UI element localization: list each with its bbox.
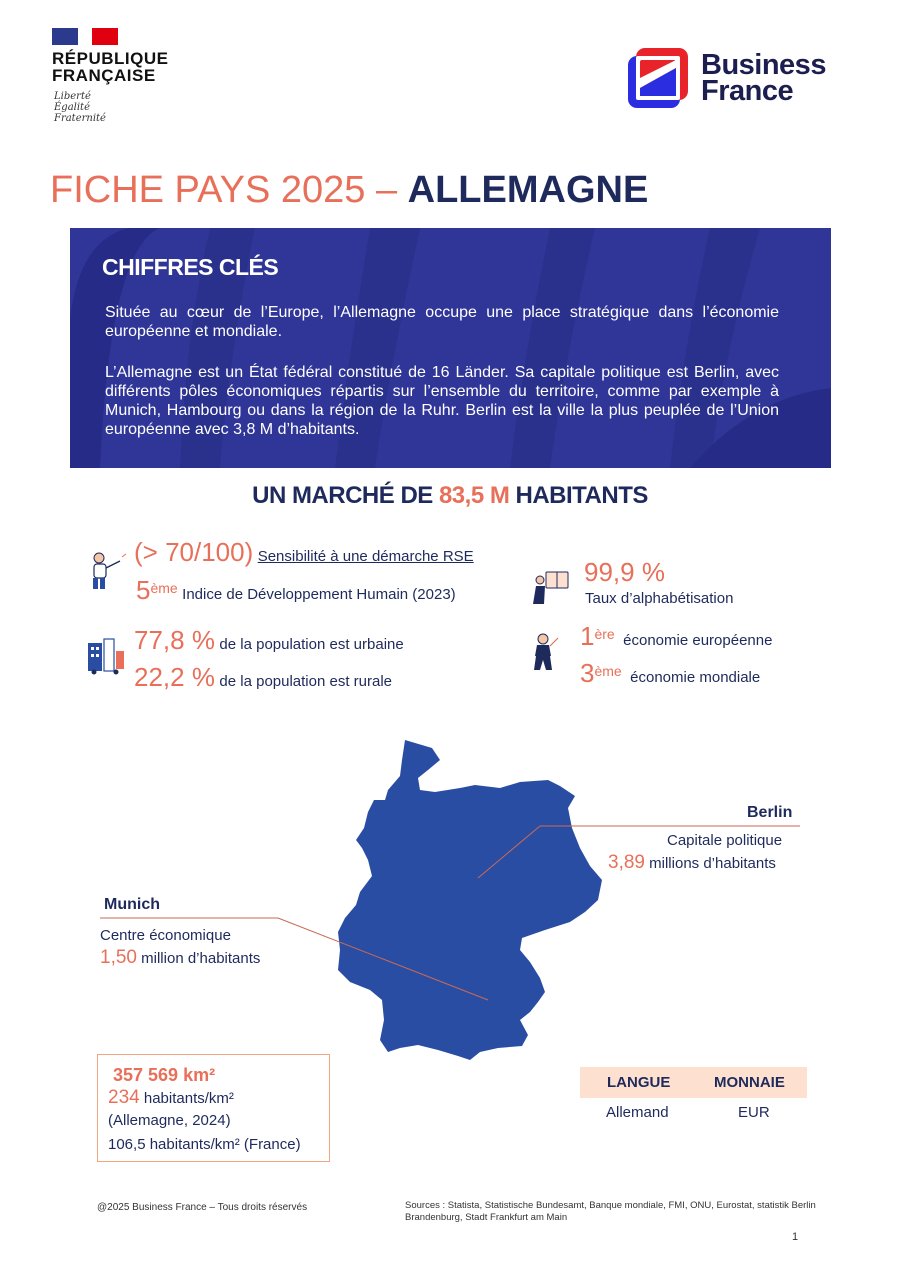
eu-rank: 1 bbox=[580, 621, 595, 651]
title-prefix: FICHE PAYS 2025 – bbox=[50, 169, 408, 211]
munich-role: Centre économique bbox=[100, 927, 231, 944]
key-figures-paragraph-2: L’Allemagne est un État fédéral constitué de 16 Länder. Sa capitale politique est Berlin, avec différents pôles économiques répartis sur l’ensemble du territoire, comme par exemple à Munich, Hambourg ou dans la région de la Ruhr. Berlin est la ville la plus peuplée de l’Union européenne avec 3,8 M d’habitants. bbox=[105, 364, 779, 438]
currency-header: MONNAIE bbox=[714, 1074, 785, 1091]
page-number: 1 bbox=[792, 1231, 799, 1243]
urban-label: de la population est urbaine bbox=[219, 636, 404, 653]
hdi-suffix: ème bbox=[150, 580, 178, 596]
market-before: UN MARCHÉ DE bbox=[252, 482, 439, 509]
munich-population-label: million d’habitants bbox=[136, 950, 261, 967]
munich-name: Munich bbox=[104, 896, 160, 913]
rse-value: (> 70/100) bbox=[134, 537, 254, 567]
market-after: HABITANTS bbox=[509, 482, 648, 509]
berlin-name: Berlin bbox=[747, 804, 793, 821]
eu-label: économie européenne bbox=[623, 632, 773, 649]
sources: Sources : Statista, Statistische Bundesamt, Banque mondiale, FMI, ONU, Eurostat, statistik Berlin Brandenburg, Stadt Frankfurt am Main bbox=[405, 1200, 816, 1223]
density-value: 234 bbox=[108, 1087, 140, 1108]
world-suffix: ème bbox=[594, 663, 622, 679]
copyright: @2025 Business France – Tous droits réservés bbox=[97, 1202, 308, 1213]
currency-value: EUR bbox=[738, 1104, 770, 1121]
literacy-value: 99,9 % bbox=[584, 557, 665, 587]
munich-population-value: 1,50 bbox=[100, 947, 137, 968]
rural-value: 22,2 % bbox=[134, 662, 215, 692]
market-value: 83,5 M bbox=[438, 482, 510, 509]
key-figures-paragraph-1: Située au cœur de l’Europe, l’Allemagne occupe une place stratégique dans l’économie européenne et mondiale. bbox=[105, 304, 779, 340]
density bbox=[108, 1087, 234, 1109]
republique-francaise-motto: Liberté Égalité Fraternité bbox=[54, 91, 106, 124]
business-france-name: Business France bbox=[701, 49, 826, 107]
berlin-population-label: millions d’habitants bbox=[644, 855, 776, 872]
berlin-role: Capitale politique bbox=[667, 832, 783, 849]
eu-suffix: ère bbox=[594, 626, 615, 642]
density-unit: habitants/km² bbox=[139, 1090, 234, 1107]
france-density: 106,5 habitants/km² (France) bbox=[108, 1136, 301, 1153]
berlin-population bbox=[608, 852, 776, 874]
surface-value: 357 569 km² bbox=[113, 1065, 216, 1085]
rural-label: de la population est rurale bbox=[219, 673, 393, 690]
density-note: (Allemagne, 2024) bbox=[108, 1112, 231, 1129]
rse-label: Sensibilité à une démarche RSE bbox=[257, 548, 474, 565]
berlin-population-value: 3,89 bbox=[608, 852, 645, 873]
world-rank: 3 bbox=[580, 658, 595, 688]
world-label: économie mondiale bbox=[630, 669, 761, 686]
title-country: ALLEMAGNE bbox=[407, 169, 649, 211]
key-figures-heading: CHIFFRES CLÉS bbox=[102, 254, 279, 280]
hdi-label: Indice de Développement Humain (2023) bbox=[182, 586, 456, 603]
hdi-rank: 5 bbox=[136, 575, 151, 605]
republique-francaise-name: RÉPUBLIQUE FRANÇAISE bbox=[52, 49, 169, 85]
language-value: Allemand bbox=[606, 1104, 669, 1121]
munich-population bbox=[100, 947, 260, 969]
urban-value: 77,8 % bbox=[134, 625, 215, 655]
germany-shape bbox=[338, 740, 602, 1060]
language-header: LANGUE bbox=[607, 1074, 671, 1091]
literacy-label: Taux d’alphabétisation bbox=[585, 590, 734, 607]
